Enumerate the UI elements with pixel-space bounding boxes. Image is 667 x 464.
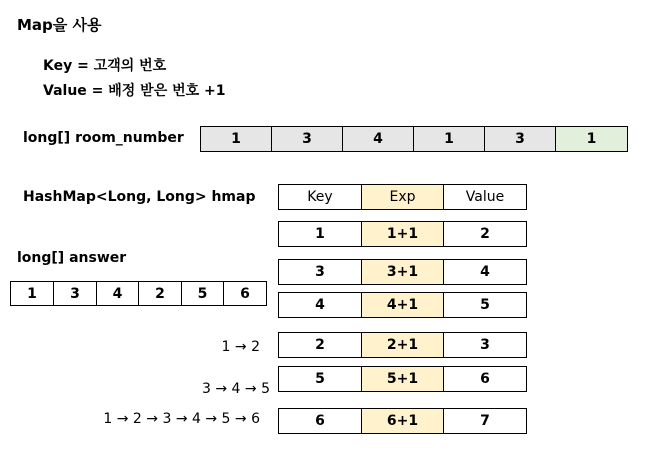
key-note: Key = 고객의 번호 [43,58,167,74]
room-number-cell: 3 [272,127,343,151]
page-title: Map을 사용 [17,16,102,34]
answer-cell: 1 [11,282,54,305]
hmap-key: 3 [279,260,362,284]
hmap-value: 3 [480,337,490,353]
room-number-cell: 3 [485,127,556,151]
answer-cell: 2 [139,282,182,305]
chain-annotation: 3 → 4 → 5 [202,381,270,397]
hmap-exp: 1+1 [362,222,444,246]
hmap-header-exp: Exp [362,185,444,209]
answer-label: long[] answer [17,250,127,266]
answer-cell: 3 [54,282,97,305]
hmap-value: 6 [480,371,490,387]
hmap-header-key: Key [279,185,362,209]
room-number-cell-current: 1 [556,127,627,151]
hmap-exp: 2+1 [362,333,444,357]
hmap-value: 2 [480,226,490,242]
hmap-row [278,366,527,392]
hmap-row [278,408,527,434]
room-number-array [200,126,628,152]
room-number-cell: 4 [343,127,414,151]
answer-array [10,281,267,306]
hmap-exp: 6+1 [362,409,444,433]
hmap-header-row [278,184,527,210]
hmap-exp: 4+1 [362,293,444,317]
hmap-key: 5 [279,367,362,391]
answer-cell: 4 [97,282,139,305]
hmap-key: 4 [279,293,362,317]
room-number-cell: 1 [201,127,272,151]
hmap-value: 7 [480,413,490,429]
hmap-key: 1 [279,222,362,246]
hmap-key: 2 [279,333,362,357]
hmap-row [278,292,527,318]
hmap-exp: 3+1 [362,260,444,284]
room-number-cell: 1 [414,127,485,151]
hmap-row [278,259,527,285]
answer-cell: 5 [182,282,224,305]
chain-annotation: 1 → 2 [221,339,260,355]
answer-cell: 6 [240,285,250,302]
chain-annotation: 1 → 2 → 3 → 4 → 5 → 6 [103,411,260,427]
value-note: Value = 배정 받은 번호 +1 [43,83,226,99]
hmap-key: 6 [279,409,362,433]
hmap-header-value: Value [465,189,505,205]
hmap-value: 5 [480,297,490,313]
hmap-exp: 5+1 [362,367,444,391]
hmap-row [278,332,527,358]
hmap-label: HashMap<Long, Long> hmap [23,189,256,205]
hmap-row [278,221,527,247]
hmap-value: 4 [480,264,490,280]
room-number-label: long[] room_number [23,130,184,146]
